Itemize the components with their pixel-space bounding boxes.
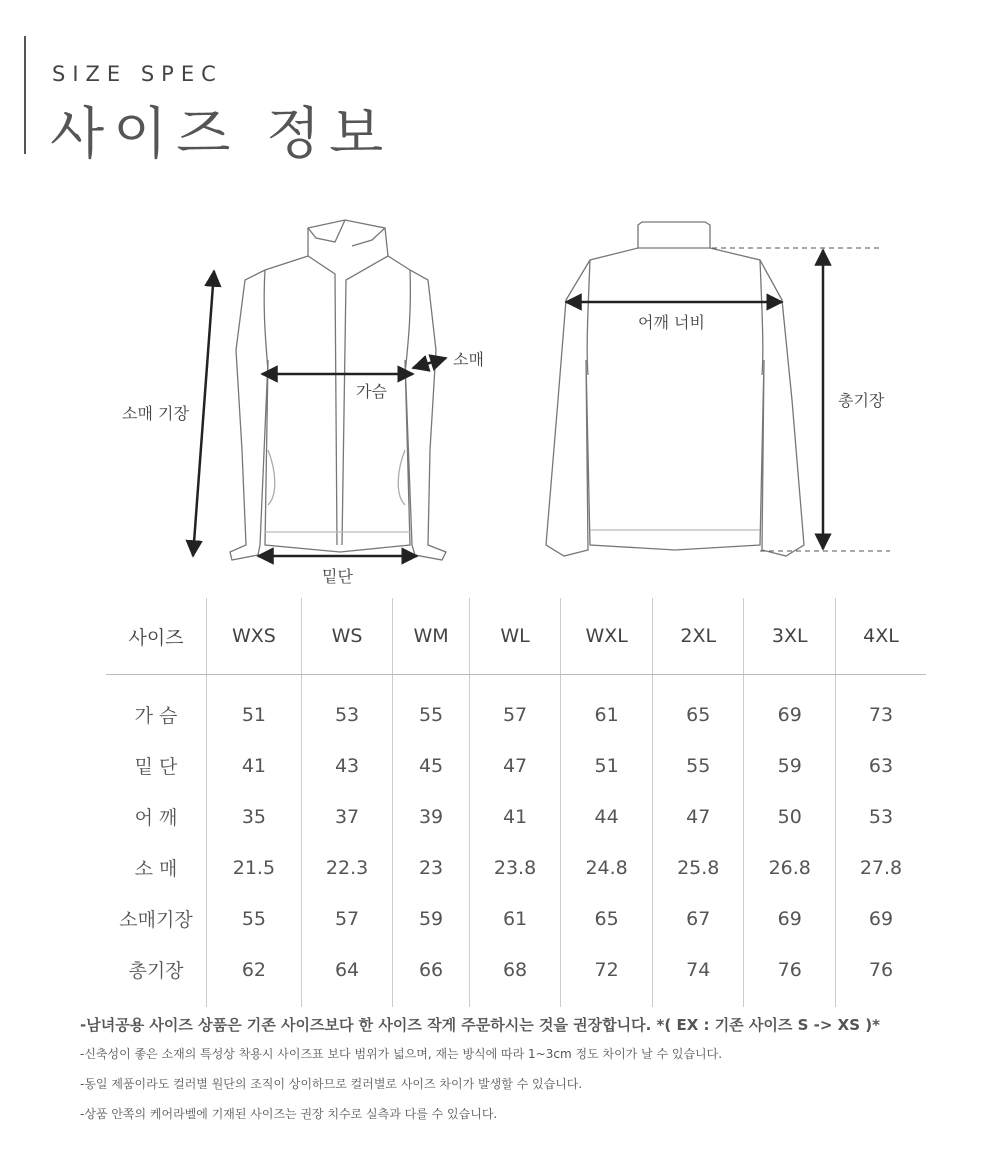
table-cell: 69 — [744, 893, 836, 944]
size-spec-table — [106, 598, 926, 1007]
table-cell: 23 — [393, 842, 469, 893]
table-cell: 23.8 — [469, 842, 561, 893]
jacket-size-diagram — [0, 200, 1000, 595]
table-cell: 51 — [207, 675, 302, 741]
size-notes — [80, 1014, 980, 1135]
table-cell: 35 — [207, 791, 302, 842]
chest-label: 가슴 — [356, 382, 387, 401]
row-label: 소 매 — [134, 858, 178, 880]
row-label: 소매기장 — [119, 909, 193, 931]
table-cell: 45 — [393, 740, 469, 791]
column-header: WM — [393, 598, 469, 675]
column-header: WL — [469, 598, 561, 675]
column-header: WS — [301, 598, 393, 675]
table-cell: 65 — [561, 893, 653, 944]
column-header: 3XL — [744, 598, 836, 675]
table-cell: 47 — [652, 791, 744, 842]
table-cell: 44 — [561, 791, 653, 842]
table-row — [106, 893, 926, 944]
note-line: -상품 안쪽의 케어라벨에 기재된 사이즈는 권장 치수로 실측과 다를 수 있습니다. — [80, 1107, 498, 1121]
column-header: 4XL — [836, 598, 927, 675]
table-row — [106, 842, 926, 893]
table-cell: 59 — [393, 893, 469, 944]
sleeve-length-arrow — [193, 271, 214, 556]
table-cell: 61 — [561, 675, 653, 741]
table-cell: 21.5 — [207, 842, 302, 893]
table-cell: 53 — [301, 675, 393, 741]
row-label: 밑 단 — [134, 756, 178, 778]
sleeve-label: 소매 — [453, 350, 484, 369]
table-cell: 37 — [301, 791, 393, 842]
table-cell: 55 — [652, 740, 744, 791]
column-header: WXS — [207, 598, 302, 675]
back-jacket-illustration — [546, 222, 804, 556]
table-cell: 41 — [207, 740, 302, 791]
table-cell: 39 — [393, 791, 469, 842]
table-cell: 59 — [744, 740, 836, 791]
row-label: 총기장 — [128, 960, 184, 982]
column-header: 2XL — [652, 598, 744, 675]
table-cell: 55 — [207, 893, 302, 944]
total-length-label: 총기장 — [838, 391, 885, 410]
table-cell: 57 — [301, 893, 393, 944]
page-title: 사이즈 정보 — [50, 102, 393, 167]
table-cell: 24.8 — [561, 842, 653, 893]
table-cell: 72 — [561, 944, 653, 1007]
table-cell: 63 — [836, 740, 927, 791]
note-line: -동일 제품이라도 컬러별 원단의 조직이 상이하므로 컬러별로 사이즈 차이가 발생할 수 있습니다. — [80, 1077, 583, 1091]
row-label: 가 슴 — [134, 705, 178, 727]
table-cell: 66 — [393, 944, 469, 1007]
front-jacket-illustration — [230, 220, 446, 560]
page-subtitle: SIZE SPEC — [52, 62, 223, 86]
note-line: -신축성이 좋은 소재의 특성상 착용시 사이즈표 보다 범위가 넓으며, 재는 방식에 따라 1~3cm 정도 차이가 날 수 있습니다. — [80, 1047, 723, 1061]
table-cell: 27.8 — [836, 842, 927, 893]
table-corner-header: 사이즈 — [106, 598, 207, 675]
table-cell: 61 — [469, 893, 561, 944]
table-cell: 55 — [393, 675, 469, 741]
table-cell: 51 — [561, 740, 653, 791]
table-cell: 67 — [652, 893, 744, 944]
row-label: 어 깨 — [134, 807, 178, 829]
table-row — [106, 740, 926, 791]
header-accent-bar — [24, 36, 26, 154]
table-cell: 68 — [469, 944, 561, 1007]
table-cell: 41 — [469, 791, 561, 842]
table-cell: 76 — [744, 944, 836, 1007]
table-cell: 64 — [301, 944, 393, 1007]
unisex-size-note: -남녀공용 사이즈 상품은 기존 사이즈보다 한 사이즈 작게 주문하시는 것을 권장합니다. *( EX : 기존 사이즈 S -> XS )* — [80, 1016, 880, 1034]
table-cell: 65 — [652, 675, 744, 741]
table-cell: 69 — [836, 893, 927, 944]
sleeve-length-label: 소매 기장 — [122, 404, 189, 423]
table-cell: 50 — [744, 791, 836, 842]
table-cell: 26.8 — [744, 842, 836, 893]
table-row — [106, 791, 926, 842]
table-cell: 69 — [744, 675, 836, 741]
table-cell: 25.8 — [652, 842, 744, 893]
table-cell: 22.3 — [301, 842, 393, 893]
table-cell: 53 — [836, 791, 927, 842]
table-cell: 76 — [836, 944, 927, 1007]
table-row — [106, 675, 926, 741]
table-header-row — [106, 598, 926, 675]
table-cell: 47 — [469, 740, 561, 791]
table-row — [106, 944, 926, 1007]
table-cell: 43 — [301, 740, 393, 791]
shoulder-label: 어깨 너비 — [638, 313, 705, 332]
column-header: WXL — [561, 598, 653, 675]
table-cell: 74 — [652, 944, 744, 1007]
table-cell: 73 — [836, 675, 927, 741]
hem-label: 밑단 — [322, 567, 353, 586]
table-cell: 57 — [469, 675, 561, 741]
table-cell: 62 — [207, 944, 302, 1007]
